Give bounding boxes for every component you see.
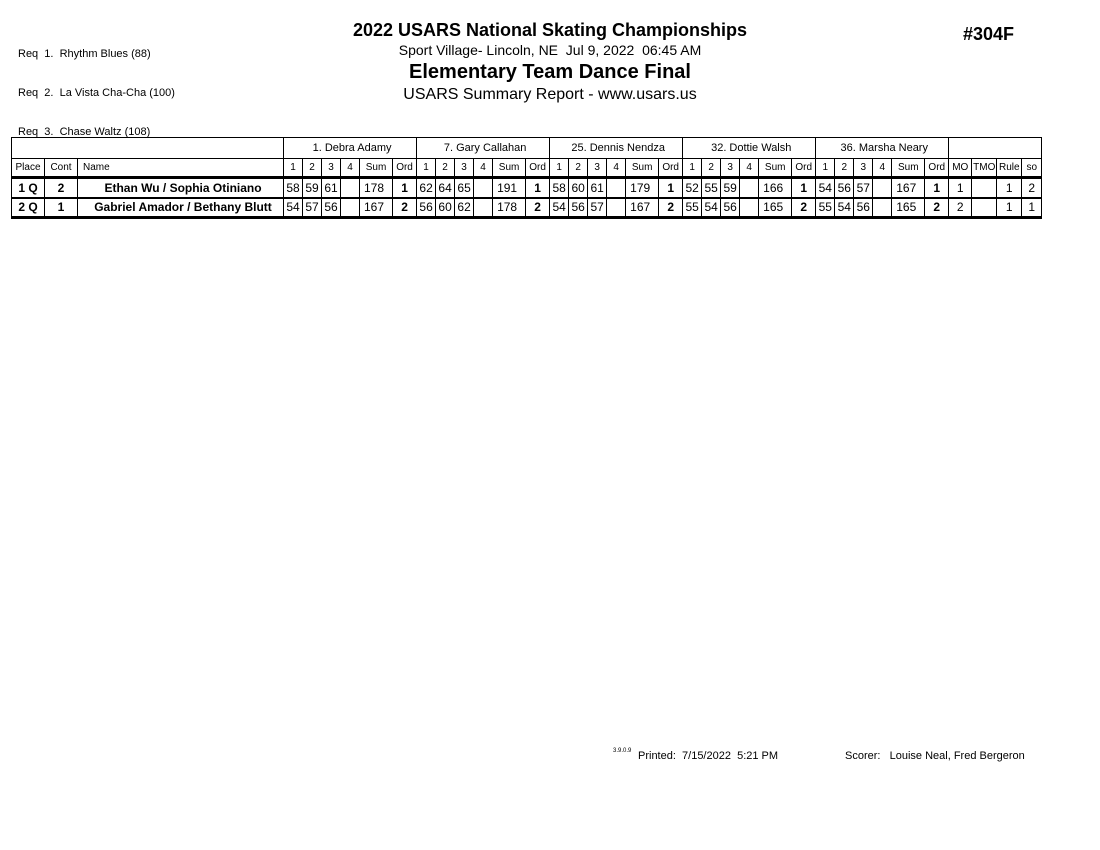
- ordinal-cell: 2: [925, 198, 949, 218]
- sum-cell: 179: [626, 178, 659, 198]
- dance-header: 4: [607, 159, 626, 178]
- cont-header: Cont: [45, 159, 78, 178]
- dance-header: 2: [835, 159, 854, 178]
- ordinal-cell: 1: [526, 178, 550, 198]
- sum-cell: 165: [759, 198, 792, 218]
- dance-header: 2: [702, 159, 721, 178]
- dance-header: 2: [303, 159, 322, 178]
- venue-date-line: Sport Village- Lincoln, NE Jul 9, 2022 06:45 AM: [398, 42, 702, 58]
- score-cell: [607, 198, 626, 218]
- score-cell: 61: [588, 178, 607, 198]
- dance-header: 3: [455, 159, 474, 178]
- spacer-cell: [12, 138, 284, 159]
- dance-header: 2: [569, 159, 588, 178]
- score-cell: [474, 178, 493, 198]
- place-header: Place: [12, 159, 45, 178]
- scorer-names: Scorer: Louise Neal, Fred Bergeron: [845, 750, 1025, 762]
- score-cell: 64: [436, 178, 455, 198]
- score-cell: 56: [721, 198, 740, 218]
- results-table: [11, 137, 1042, 219]
- score-cell: 61: [322, 178, 341, 198]
- judge-names-row: [12, 138, 1042, 159]
- sum-header: Sum: [360, 159, 393, 178]
- score-cell: 55: [816, 198, 835, 218]
- score-cell: 55: [683, 198, 702, 218]
- sum-cell: 167: [892, 178, 925, 198]
- dance-header: 1: [683, 159, 702, 178]
- spacer-cell: [949, 138, 1042, 159]
- ordinal-cell: 1: [393, 178, 417, 198]
- mo-header: MO: [949, 159, 972, 178]
- dance-header: 4: [341, 159, 360, 178]
- rule-cell: 1: [997, 178, 1022, 198]
- requirement-line: Req 2. La Vista Cha-Cha (100): [18, 87, 175, 99]
- requirement-line: Req 3. Chase Waltz (108): [18, 126, 151, 138]
- ordinal-cell: 2: [526, 198, 550, 218]
- title-block: [0, 20, 1100, 106]
- event-number: #304F: [963, 24, 1015, 44]
- sum-header: Sum: [493, 159, 526, 178]
- rule-cell: 1: [997, 198, 1022, 218]
- report-title: USARS Summary Report - www.usars.us: [403, 86, 697, 103]
- sum-header: Sum: [892, 159, 925, 178]
- ord-header: Ord: [393, 159, 417, 178]
- so-header: so: [1022, 159, 1042, 178]
- contestant-number-cell: 2: [45, 178, 78, 198]
- score-cell: 56: [835, 178, 854, 198]
- score-cell: 59: [303, 178, 322, 198]
- score-cell: 54: [550, 198, 569, 218]
- dance-header: 4: [740, 159, 759, 178]
- score-cell: 52: [683, 178, 702, 198]
- score-cell: [740, 198, 759, 218]
- score-cell: 56: [417, 198, 436, 218]
- skater-names-cell: Gabriel Amador / Bethany Blutt: [78, 198, 284, 218]
- software-version: 3.9.0.9: [613, 748, 632, 754]
- score-cell: 62: [455, 198, 474, 218]
- place-cell: 2 Q: [12, 198, 45, 218]
- score-cell: [740, 178, 759, 198]
- dance-header: 3: [588, 159, 607, 178]
- event-title: Elementary Team Dance Final: [409, 61, 691, 83]
- dance-header: 3: [721, 159, 740, 178]
- mo-cell: 2: [949, 198, 972, 218]
- dance-header: 4: [474, 159, 493, 178]
- contestant-number-cell: 1: [45, 198, 78, 218]
- dance-header: 3: [322, 159, 341, 178]
- score-cell: 60: [569, 178, 588, 198]
- ordinal-cell: 2: [393, 198, 417, 218]
- name-header: Name: [78, 159, 284, 178]
- requirement-line: Req 1. Rhythm Blues (88): [18, 48, 151, 60]
- sum-header: Sum: [759, 159, 792, 178]
- mo-cell: 1: [949, 178, 972, 198]
- so-cell: 2: [1022, 178, 1042, 198]
- score-cell: [341, 178, 360, 198]
- score-cell: 58: [284, 178, 303, 198]
- ord-header: Ord: [792, 159, 816, 178]
- score-cell: 57: [303, 198, 322, 218]
- ordinal-cell: 1: [925, 178, 949, 198]
- dance-header: 3: [854, 159, 873, 178]
- dance-header: 1: [816, 159, 835, 178]
- ordinal-cell: 1: [792, 178, 816, 198]
- sum-cell: 167: [626, 198, 659, 218]
- score-cell: 54: [816, 178, 835, 198]
- place-cell: 1 Q: [12, 178, 45, 198]
- championship-title: 2022 USARS National Skating Championships: [352, 20, 748, 40]
- score-cell: 56: [322, 198, 341, 218]
- score-cell: 62: [417, 178, 436, 198]
- score-cell: 65: [455, 178, 474, 198]
- score-cell: 60: [436, 198, 455, 218]
- ord-header: Ord: [526, 159, 550, 178]
- sum-cell: 191: [493, 178, 526, 198]
- table-row: [12, 198, 1042, 218]
- judge-header: 25. Dennis Nendza: [550, 138, 683, 159]
- column-headers-row: [12, 159, 1042, 178]
- sum-cell: 167: [360, 198, 393, 218]
- score-cell: 55: [702, 178, 721, 198]
- ord-header: Ord: [925, 159, 949, 178]
- tmo-header: TMO: [972, 159, 997, 178]
- score-cell: 59: [721, 178, 740, 198]
- dance-header: 1: [284, 159, 303, 178]
- score-cell: [873, 178, 892, 198]
- judge-header: 7. Gary Callahan: [417, 138, 550, 159]
- judge-header: 1. Debra Adamy: [284, 138, 417, 159]
- score-cell: [341, 198, 360, 218]
- score-cell: [607, 178, 626, 198]
- score-cell: 56: [854, 198, 873, 218]
- score-cell: 54: [835, 198, 854, 218]
- sum-cell: 165: [892, 198, 925, 218]
- score-cell: 54: [702, 198, 721, 218]
- score-cell: 56: [569, 198, 588, 218]
- dance-header: 4: [873, 159, 892, 178]
- ordinal-cell: 2: [792, 198, 816, 218]
- judge-header: 36. Marsha Neary: [816, 138, 949, 159]
- dance-header: 2: [436, 159, 455, 178]
- score-cell: [873, 198, 892, 218]
- sum-cell: 166: [759, 178, 792, 198]
- so-cell: 1: [1022, 198, 1042, 218]
- table-row: [12, 178, 1042, 198]
- rule-header: Rule: [997, 159, 1022, 178]
- tmo-cell: [972, 178, 997, 198]
- score-cell: [474, 198, 493, 218]
- sum-cell: 178: [360, 178, 393, 198]
- ordinal-cell: 2: [659, 198, 683, 218]
- dance-header: 1: [550, 159, 569, 178]
- score-cell: 58: [550, 178, 569, 198]
- sum-header: Sum: [626, 159, 659, 178]
- ord-header: Ord: [659, 159, 683, 178]
- score-cell: 57: [588, 198, 607, 218]
- judge-header: 32. Dottie Walsh: [683, 138, 816, 159]
- tmo-cell: [972, 198, 997, 218]
- score-cell: 54: [284, 198, 303, 218]
- score-cell: 57: [854, 178, 873, 198]
- skater-names-cell: Ethan Wu / Sophia Otiniano: [78, 178, 284, 198]
- sum-cell: 178: [493, 198, 526, 218]
- printed-timestamp: Printed: 7/15/2022 5:21 PM: [638, 750, 779, 762]
- dance-header: 1: [417, 159, 436, 178]
- ordinal-cell: 1: [659, 178, 683, 198]
